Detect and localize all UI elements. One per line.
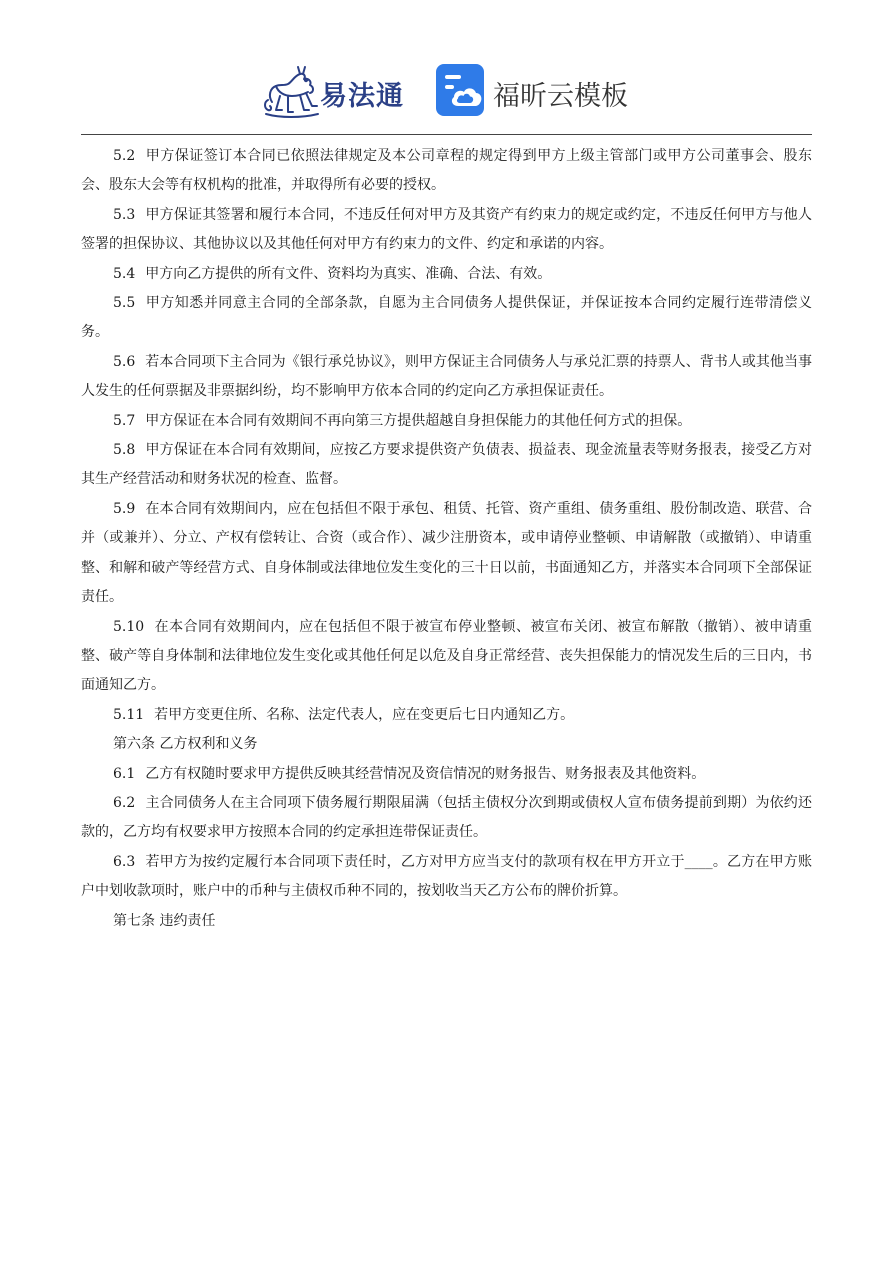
clause-text: 甲方保证其签署和履行本合同，不违反任何对甲方及其资产有约束力的规定或约定，不违反任何甲方与他人签署的担保协议、其他协议以及其他任何对甲方有约束力的文件、约定和承诺的内容。 <box>81 206 812 253</box>
clause-paragraph <box>81 789 812 848</box>
clause-number: 5.11 <box>113 706 145 723</box>
page-header <box>0 0 893 136</box>
clause-number: 5.6 <box>113 353 136 370</box>
clause-number: 6.1 <box>113 765 136 782</box>
clause-paragraph <box>81 142 812 201</box>
clause-number: 5.2 <box>113 148 136 164</box>
article-heading-text: 第六条 乙方权利和义务 <box>113 736 258 753</box>
clause-paragraph <box>81 348 812 407</box>
clause-paragraph <box>81 436 812 495</box>
clause-text: 若甲方为按约定履行本合同项下责任时，乙方对甲方应当支付的款项有权在甲方开立于____。乙方在甲方账户中划收款项时，账户中的币种与主债权币种不同的，按划收当天乙方公布的牌价折算。 <box>81 853 812 900</box>
qilin-mascot-icon <box>262 62 322 120</box>
header-divider <box>81 134 812 135</box>
contract-body <box>81 142 812 936</box>
clause-paragraph <box>81 760 812 789</box>
clause-text: 在本合同有效期间内，应在包括但不限于承包、租赁、托管、资产重组、债务重组、股份制改造、联营、合并（或兼并）、分立、产权有偿转让、合资（或合作）、减少注册资本，或申请停业整顿、申请解散（或撤销）、申请重整、和解和破产等经营方式、自身体制或法律地位发生变化的三十日以前，书面通知乙方，并落实本合同项下全部保证责任。 <box>81 500 812 606</box>
foxit-cloud-template-logo <box>436 64 636 118</box>
clause-text: 甲方知悉并同意主合同的全部条款，自愿为主合同债务人提供保证，并保证按本合同约定履行连带清偿义务。 <box>81 295 812 341</box>
clause-number: 5.8 <box>113 442 136 459</box>
clause-number: 5.7 <box>113 412 136 429</box>
clause-number: 6.2 <box>113 794 136 811</box>
article-heading-text: 第七条 违约责任 <box>113 912 216 929</box>
clause-paragraph <box>81 613 812 701</box>
clause-paragraph <box>81 289 812 348</box>
clause-text: 甲方保证在本合同有效期间，应按乙方要求提供资产负债表、损益表、现金流量表等财务报表，接受乙方对其生产经营活动和财务状况的检查、监督。 <box>81 442 812 488</box>
clause-text: 甲方向乙方提供的所有文件、资料均为真实、准确、合法、有效。 <box>145 265 552 282</box>
article-heading <box>81 730 812 759</box>
clause-number: 5.10 <box>113 618 145 635</box>
yifatong-logo-text: 易法通 <box>320 81 404 112</box>
clause-text: 甲方保证签订本合同已依照法律规定及本公司章程的规定得到甲方上级主管部门或甲方公司董事会、股东会、股东大会等有权机构的批准，并取得所有必要的授权。 <box>81 148 812 194</box>
clause-number: 5.4 <box>113 265 136 282</box>
article-heading <box>81 907 812 936</box>
clause-paragraph <box>81 701 812 730</box>
document-cloud-icon <box>436 64 486 118</box>
clause-paragraph <box>81 407 812 436</box>
clause-number: 5.5 <box>113 295 136 312</box>
clause-paragraph <box>81 201 812 260</box>
clause-paragraph <box>81 260 812 289</box>
clause-text: 在本合同有效期间内，应在包括但不限于被宣布停业整顿、被宣布关闭、被宣布解散（撤销）、被申请重整、破产等自身体制和法律地位发生变化或其他任何足以危及自身正常经营、丧失担保能力的情况发生后的三日内，书面通知乙方。 <box>81 618 812 694</box>
yifatong-logo <box>262 62 412 120</box>
clause-text: 甲方保证在本合同有效期间不再向第三方提供超越自身担保能力的其他任何方式的担保。 <box>145 412 692 429</box>
clause-text: 乙方有权随时要求甲方提供反映其经营情况及资信情况的财务报告、财务报表及其他资料。 <box>145 765 706 782</box>
clause-paragraph <box>81 848 812 907</box>
clause-number: 5.3 <box>113 206 136 223</box>
clause-text: 若本合同项下主合同为《银行承兑协议》，则甲方保证主合同债务人与承兑汇票的持票人、背书人或其他当事人发生的任何票据及非票据纠纷，均不影响甲方依本合同的约定向乙方承担保证责任。 <box>81 353 812 400</box>
clause-text: 若甲方变更住所、名称、法定代表人，应在变更后七日内通知乙方。 <box>154 706 575 723</box>
clause-paragraph <box>81 495 812 613</box>
clause-text: 主合同债务人在主合同项下债务履行期限届满（包括主债权分次到期或债权人宣布债务提前到期）为依约还款的，乙方均有权要求甲方按照本合同的约定承担连带保证责任。 <box>81 794 812 841</box>
clause-number: 5.9 <box>113 500 136 517</box>
clause-number: 6.3 <box>113 853 136 870</box>
foxit-cloud-template-text: 福昕云模板 <box>493 81 628 112</box>
